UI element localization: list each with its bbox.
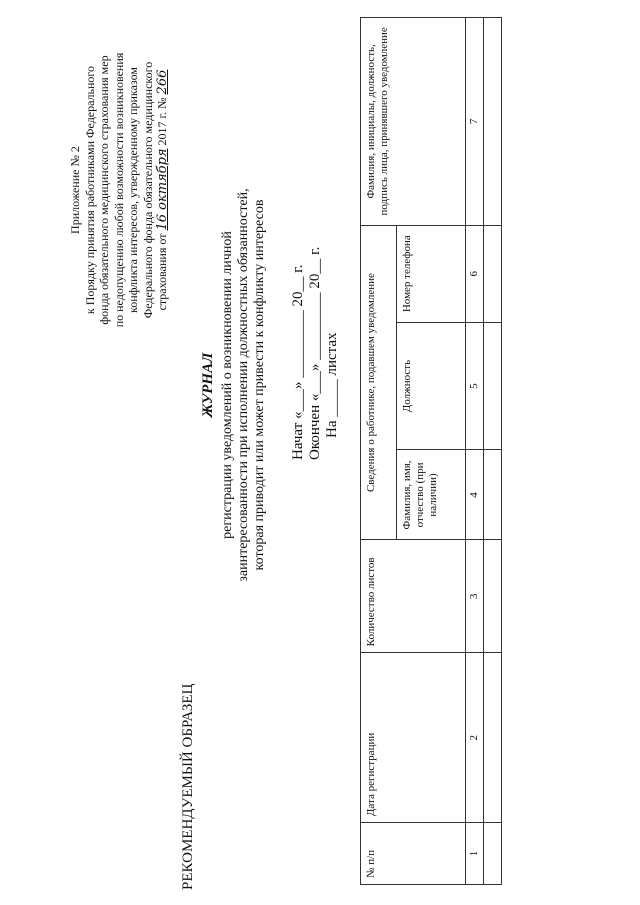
column-number-cell: 5 bbox=[466, 322, 484, 450]
journal-subtitle-line: регистрации уведомлений о возникновении личной bbox=[220, 231, 235, 539]
appendix-line: Федерального фонда обязательного медицинского bbox=[140, 61, 155, 319]
header-receiver: Фамилия, инициалы, должность, подпись лица, принявшего уведомление bbox=[361, 18, 466, 226]
header-full-name: Фамилия, имя, отчество (при наличии) bbox=[397, 450, 466, 540]
table-row bbox=[484, 18, 502, 885]
table-cell bbox=[484, 823, 502, 885]
journal-subtitle-line: которая приводит или может привести к конфликту интересов bbox=[252, 199, 267, 571]
header-registration-date: Дата регистрации bbox=[361, 653, 466, 823]
table-cell bbox=[484, 540, 502, 653]
journal-period bbox=[290, 220, 341, 460]
appendix-line: к Порядку принятия работниками Федерального bbox=[82, 65, 97, 315]
journal-table bbox=[360, 17, 502, 885]
table-cell bbox=[484, 450, 502, 540]
table-cell bbox=[484, 225, 502, 322]
table-cell bbox=[484, 322, 502, 450]
column-number-cell: 4 bbox=[466, 450, 484, 540]
appendix-block bbox=[68, 20, 171, 360]
table-header-row bbox=[361, 18, 397, 885]
header-sheet-count: Количество листов bbox=[361, 540, 466, 653]
appendix-order-prefix: страхования от bbox=[155, 230, 169, 311]
column-number-cell: 6 bbox=[466, 225, 484, 322]
appendix-order-year: 2017 г. № bbox=[155, 94, 169, 149]
sheets-field: На _____ листах bbox=[324, 332, 340, 438]
header-position: Должность bbox=[397, 322, 466, 450]
header-number: № п/п bbox=[361, 823, 466, 885]
table-number-row bbox=[466, 18, 484, 885]
column-number-cell: 7 bbox=[466, 18, 484, 226]
finished-field: Окончен «___» _________ 20__ г. bbox=[307, 246, 323, 460]
appendix-number: Приложение № 2 bbox=[68, 146, 82, 234]
journal-heading: ЖУРНАЛ bbox=[200, 352, 216, 418]
appendix-line: по недопущению любой возможности возникновения bbox=[111, 52, 126, 328]
header-phone: Номер телефона bbox=[397, 225, 466, 322]
column-number-cell: 3 bbox=[466, 540, 484, 653]
appendix-line: фонда обязательного медицинского страхования мер bbox=[97, 55, 111, 325]
started-field: Начат «___» _________ 20__ г. bbox=[290, 264, 306, 460]
table-cell bbox=[484, 18, 502, 226]
column-number-cell: 1 bbox=[466, 823, 484, 885]
column-number-cell: 2 bbox=[466, 653, 484, 823]
order-number-handwritten: 266 bbox=[155, 69, 170, 95]
table-cell bbox=[484, 653, 502, 823]
recommended-sample-label: РЕКОМЕНДУЕМЫЙ ОБРАЗЕЦ bbox=[180, 683, 196, 890]
header-employee-info: Сведения о работнике, подавшем уведомление bbox=[361, 225, 397, 540]
appendix-line: конфликта интересов, утвержденному приказом bbox=[126, 67, 140, 313]
journal-title bbox=[200, 165, 268, 605]
journal-subtitle-line: заинтересованности при исполнении должностных обязанностей, bbox=[236, 188, 251, 582]
appendix-order-line bbox=[155, 20, 171, 360]
order-date-handwritten: 16 октября bbox=[155, 148, 170, 231]
